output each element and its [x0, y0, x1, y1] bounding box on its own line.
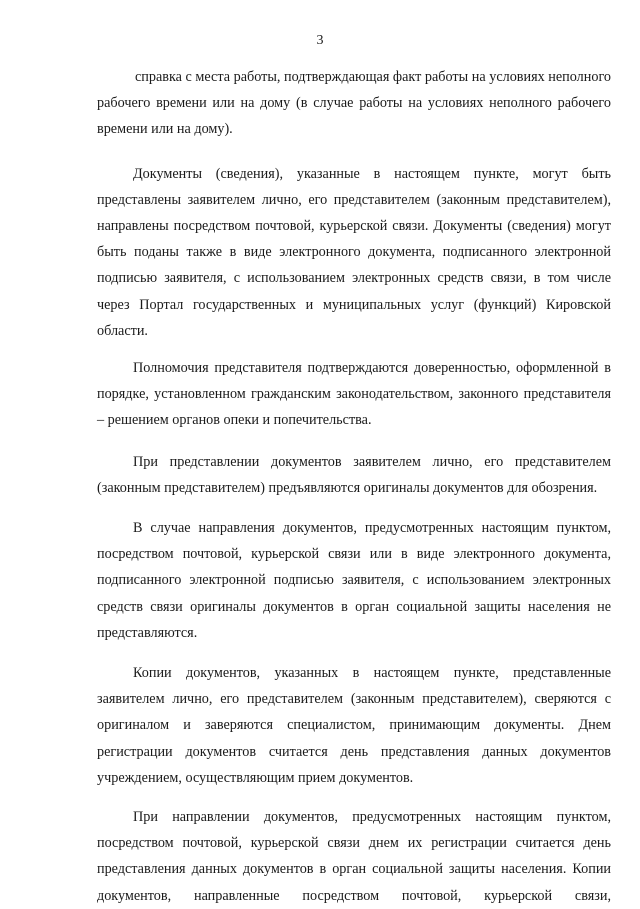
- paragraph-originals-presentation: При представлении документов заявителем лично, его представителем (законным представителем) предъявляются оригиналы документов для обозрения.: [97, 453, 611, 496]
- paragraph-copies-verification: Копии документов, указанных в настоящем пункте, представленные заявителем лично, его представителем (законным представителем), сверяются с оригиналом и заверяются специалистом, принимающим документы. Днем регистрации документов считается день представления данных документов учреждением, осуществляющим прием документов.: [97, 665, 611, 786]
- document-body: [97, 64, 611, 909]
- paragraph-registration-date: При направлении документов, предусмотренных настоящим пунктом, посредством почтовой, курьерской связи днем их регистрации считается день представления данных документов в орган социальной защиты населения. Копии документов, направленные посредством почтовой, курьерской связи,: [97, 809, 611, 904]
- paragraph-postal-electronic: В случае направления документов, предусмотренных настоящим пунктом, посредством почтовой, курьерской связи или в виде электронного документа, подписанного электронной подписью заявителя, с использованием электронных средств связи оригиналы документов в орган социальной защиты населения не представляются.: [97, 520, 611, 641]
- paragraph-submission-methods: Документы (сведения), указанные в настоящем пункте, могут быть представлены заявителем лично, его представителем (законным представителем), направлены посредством почтовой, курьерской связи. Документы (сведения) могут быть поданы также в виде электронного документа, подписанного электронной подписью заявителя, с использованием электронных средств связи, в том числе через Портал государственных и муниципальных услуг (функций) Кировской области.: [97, 165, 611, 339]
- paragraph-employment-certificate: справка с места работы, подтверждающая факт работы на условиях неполного рабочего времени или на дому (в случае работы на условиях неполного рабочего времени или на дому).: [97, 69, 611, 138]
- page-number: 3: [316, 33, 324, 48]
- paragraph-representative-authority: Полномочия представителя подтверждаются доверенностью, оформленной в порядке, установленном гражданским законодательством, законного представителя – решением органов опеки и попечительства.: [97, 360, 611, 429]
